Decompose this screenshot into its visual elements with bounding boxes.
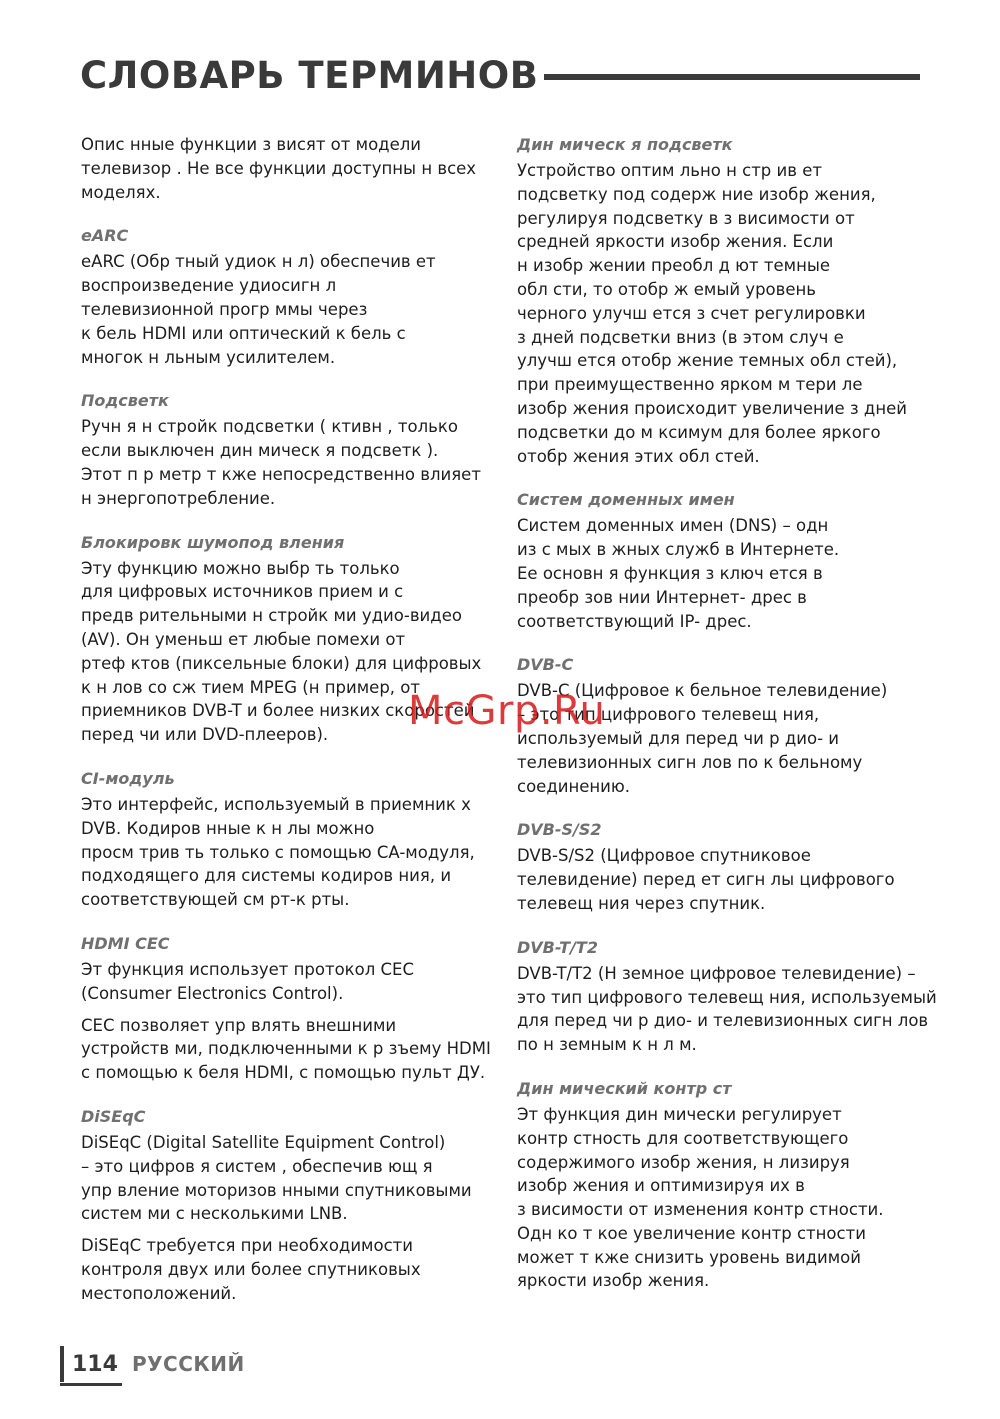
text-line: Эту функцию можно выбр ть только (81, 558, 400, 578)
text-line: eARC (Обр тный удиок н л) обеспечив ет (81, 252, 436, 272)
text-line: DiSEqC требуется при необходимости (81, 1236, 413, 1256)
text-line: Одн ко т кое увеличение контр стности (517, 1223, 866, 1243)
page-title-text: СЛОВАРЬ ТЕРМИНОВ (80, 53, 539, 97)
glossary-entry (517, 936, 937, 1057)
text-line: – это тип цифрового телевещ ния, (517, 705, 820, 725)
entry-heading: HDMI CEC (81, 933, 170, 953)
intro-text (81, 133, 491, 204)
entry-heading: DVB-C (517, 655, 574, 675)
entry-body (81, 415, 491, 510)
text-line: соответствующий IP- дрес. (517, 611, 752, 631)
entry-heading: Дин мическ я подсветк (517, 135, 733, 154)
entry-body (81, 793, 491, 912)
text-line: отобр жения этих обл стей. (517, 446, 760, 466)
text-line: средней яркости изобр жения. Если (517, 232, 834, 252)
text-line: подсветки до м ксимум для более яркого (517, 422, 881, 442)
entry-body (517, 1103, 927, 1293)
text-line: моделях. (81, 182, 161, 202)
text-line: с помощью к беля HDMI, с помощью пульт ДУ. (81, 1063, 486, 1083)
entry-heading: CI-модуль (81, 768, 175, 788)
text-line: (AV). Он уменьш ет любые помехи от (81, 629, 406, 649)
glossary-entry (81, 1105, 491, 1306)
text-line: Устройство оптим льно н стр ив ет (517, 161, 822, 180)
watermark: McGrp.Ru (408, 688, 606, 734)
entry-paragraph (81, 793, 491, 912)
text-line: обл сти, то отобр ж емый уровень (517, 279, 817, 299)
text-line: Эт функция дин мически регулирует (517, 1104, 842, 1124)
left-entries (81, 224, 491, 1305)
text-line: соединению. (517, 776, 631, 796)
entry-paragraph (81, 250, 491, 369)
text-line: н энергопотребление. (81, 488, 276, 508)
glossary-entry (81, 932, 491, 1085)
text-line: регулируя подсветку в з висимости от (517, 208, 855, 228)
text-line: для перед чи р дио- и телевизионных сигн лов (517, 1011, 929, 1031)
text-line: телевещ ния через спутник. (517, 893, 766, 913)
text-line: перед чи или DVD-плееров). (81, 725, 329, 745)
text-line: Ручн я н стройк подсветки ( ктивн , только (81, 417, 458, 437)
text-line: используемый для перед чи р дио- и (517, 728, 840, 748)
page-number: 114 (72, 1351, 118, 1377)
text-line: устройств ми, подключенными к р зъему HDMI (81, 1039, 491, 1059)
text-line: телевизионной прогр ммы через (81, 299, 368, 319)
entry-heading: Систем доменных имен (517, 490, 735, 510)
title-rule (544, 74, 920, 80)
entry-heading: eARC (81, 226, 129, 246)
entry-paragraph (517, 159, 927, 468)
text-line: подсветку под содерж ние изобр жения, (517, 184, 876, 204)
text-line: Систем доменных имен (DNS) – одн (517, 516, 829, 536)
text-line: к н лов со сж тием MPEG (н пример, от (81, 677, 420, 697)
text-line: контр стность для соответствующего (517, 1128, 849, 1148)
text-line: телевизор . Не все функции доступны н всех (81, 158, 477, 178)
text-line: систем ми с несколькими LNB. (81, 1204, 348, 1224)
entry-paragraph (517, 844, 927, 915)
text-line: телевизионных сигн лов по к бельному (517, 752, 863, 772)
text-line: CEC позволяет упр влять внешними (81, 1015, 397, 1035)
text-line: (Consumer Electronics Control). (81, 983, 344, 1003)
text-line: из с мых в жных служб в Интернете. (517, 540, 840, 560)
text-line: Этот п р метр т кже непосредственно влияет (81, 464, 481, 484)
entry-body (81, 1131, 491, 1306)
entry-heading: Блокировк шумопод вления (81, 532, 345, 552)
text-line: многок н льным усилителем. (81, 347, 336, 367)
text-line: Это интерфейс, используемый в приемник х (81, 794, 471, 814)
entry-paragraph (81, 1131, 491, 1226)
entry-heading: Дин мический контр ст (517, 1078, 732, 1098)
entry-body (81, 250, 491, 369)
footer-language: РУССКИЙ (131, 1352, 245, 1376)
glossary-entry (517, 133, 927, 468)
text-line: телевидение) перед ет сигн лы цифрового (517, 870, 895, 890)
text-line: контроля двух или более спутниковых (81, 1259, 421, 1279)
text-line: соответствующей см рт-к рты. (81, 890, 350, 910)
page-footer (60, 1346, 245, 1382)
glossary-entry (81, 767, 491, 912)
text-line: воспроизведение удиосигн л (81, 276, 337, 296)
text-line: улучш ется отобр жение темных обл стей), (517, 351, 898, 371)
entry-paragraph (81, 1234, 491, 1305)
text-line: предв рительными н стройк ми удио-видео (81, 606, 462, 626)
text-line: к бель HDMI или оптический к бель с (81, 323, 406, 343)
entry-paragraph (517, 514, 927, 633)
text-line: упр вление моторизов нными спутниковыми (81, 1180, 472, 1200)
entry-paragraph (517, 1103, 927, 1293)
text-line: подходящего для системы кодиров ния, и (81, 866, 452, 886)
entry-heading: Подсветк (81, 391, 169, 411)
footer-underline (60, 1383, 122, 1386)
text-line: изобр жения и оптимизируя их в (517, 1176, 805, 1196)
entry-paragraph (517, 962, 937, 1057)
text-line: ртеф ктов (пиксельные блоки) для цифровых (81, 653, 482, 673)
text-line: – это цифров я систем , обеспечив ющ я (81, 1156, 433, 1176)
text-line: Эт функция использует протокол CEC (81, 959, 415, 979)
entry-body (517, 159, 927, 468)
text-line: может т кже снизить уровень видимой (517, 1247, 861, 1267)
text-line: для цифровых источников прием и с (81, 582, 404, 602)
glossary-entry (81, 389, 491, 510)
entry-paragraph (81, 1014, 491, 1085)
text-line: если выключен дин мическ я подсветк ). (81, 441, 439, 461)
page-title (80, 50, 920, 100)
text-line: местоположений. (81, 1283, 237, 1303)
entry-paragraph (81, 958, 491, 1006)
entry-body (517, 514, 927, 633)
text-line: DVB-T/T2 (Н земное цифровое телевидение) – (517, 963, 916, 983)
entry-heading: DiSEqC (81, 1106, 146, 1126)
glossary-entry (517, 818, 927, 915)
text-line: это тип цифрового телевещ ния, используемый (517, 987, 937, 1007)
entry-paragraph (81, 415, 491, 510)
text-line: изобр жения происходит увеличение з дней (517, 398, 907, 418)
text-line: Опис нные функции з висят от модели (81, 135, 422, 154)
text-line: DVB-S/S2 (Цифровое спутниковое (517, 846, 811, 866)
text-line: яркости изобр жения. (517, 1271, 710, 1291)
text-line: содержимого изобр жения, н лизируя (517, 1152, 850, 1172)
text-line: Ее основн я функция з ключ ется в (517, 563, 823, 583)
text-line: приемников DVB-T и более низких скоростей (81, 701, 475, 721)
text-line: з висимости от изменения контр стности. (517, 1200, 884, 1220)
text-line: просм трив ть только с помощью CA-модуля, (81, 842, 475, 862)
text-line: черного улучш ется з счет регулировки (517, 303, 866, 323)
text-line: преобр зов нии Интернет- дрес в (517, 587, 807, 607)
text-line: з дней подсветки вниз (в этом случ е (517, 327, 844, 347)
entry-body (517, 962, 937, 1057)
text-line: DiSEqC (Digital Satellite Equipment Control) (81, 1132, 446, 1152)
entry-body (81, 958, 491, 1085)
entry-heading: DVB-S/S2 (517, 820, 602, 840)
text-line: при преимущественно ярком м тери ле (517, 375, 863, 395)
text-line: по н земным к н л м. (517, 1035, 697, 1055)
text-line: DVB. Кодиров нные к н лы можно (81, 818, 375, 838)
text-line: н изобр жении преобл д ют темные (517, 256, 831, 276)
glossary-entry (81, 224, 491, 369)
entry-heading: DVB-T/T2 (517, 937, 598, 957)
glossary-entry (517, 488, 927, 633)
footer-bar (60, 1346, 64, 1382)
text-line: DVB-C (Цифровое к бельное телевидение) (517, 681, 888, 701)
glossary-entry (517, 1077, 927, 1293)
entry-body (517, 844, 927, 915)
